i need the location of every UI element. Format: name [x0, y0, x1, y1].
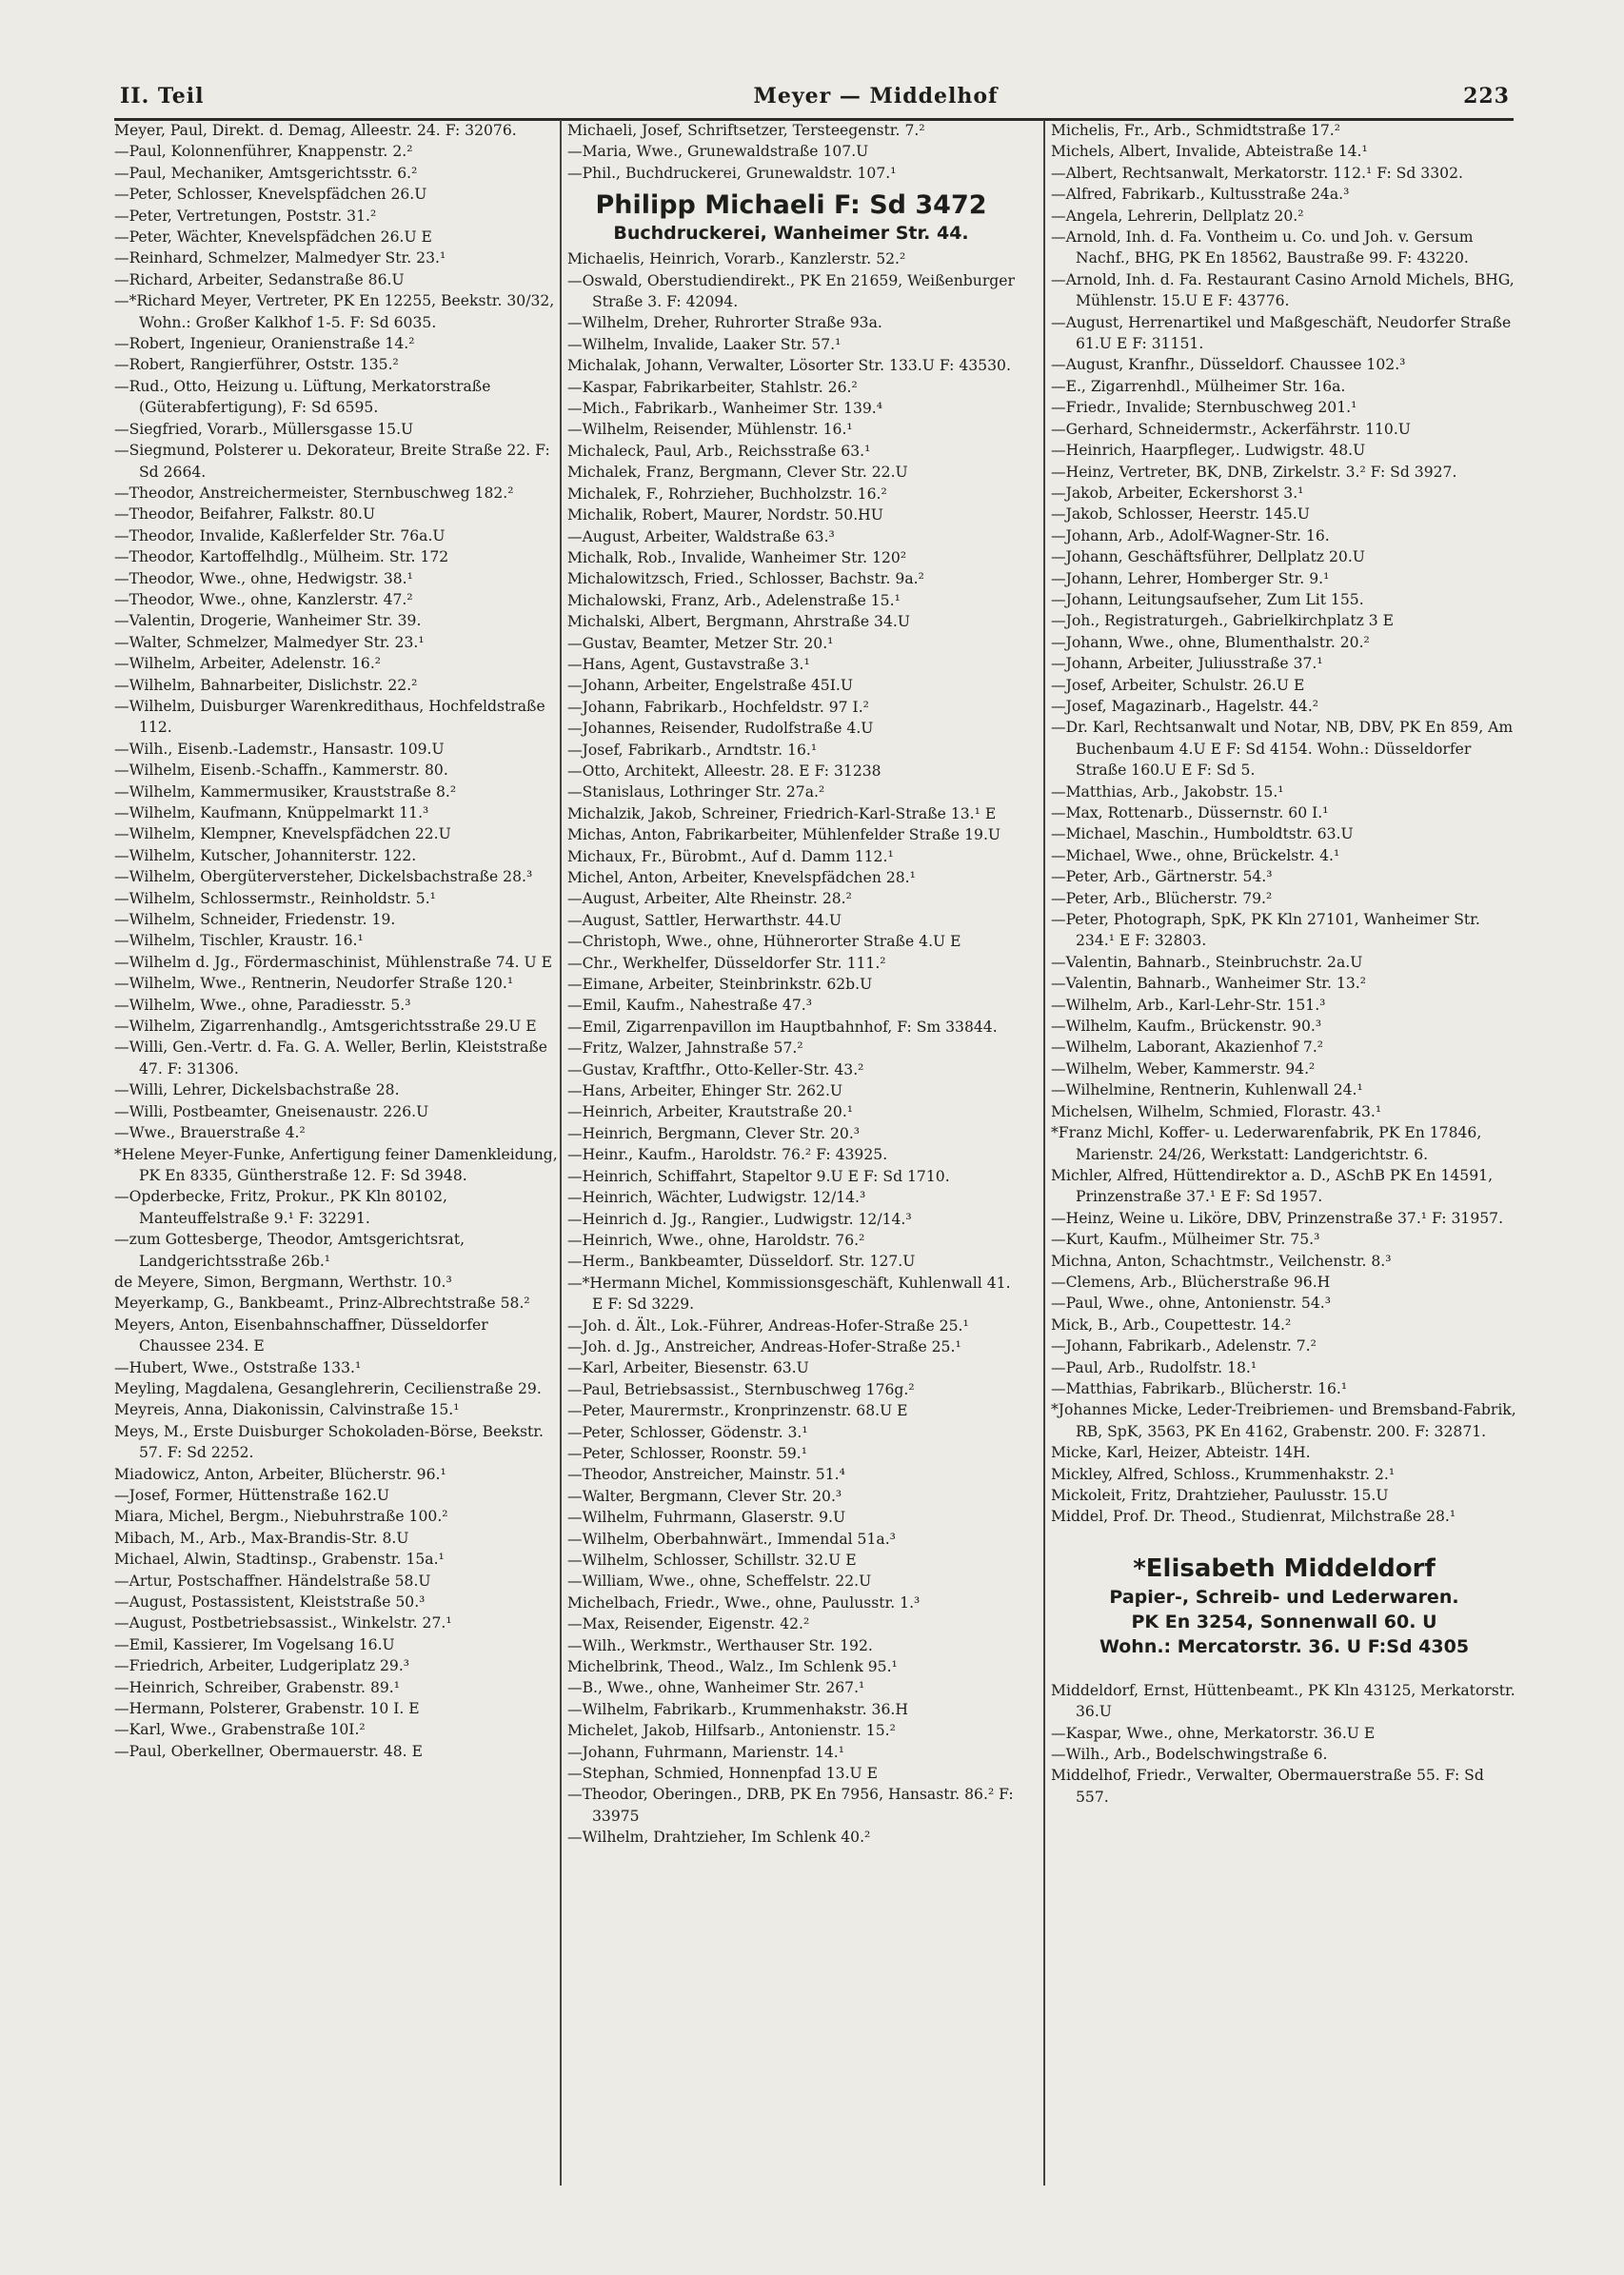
directory-entry: —Walter, Schmelzer, Malmedyer Str. 23.¹	[114, 633, 425, 651]
directory-entry: —Rud., Otto, Heizung u. Lüftung, Merkatorstraße (Güterabfertigung), F: Sd 6595.	[114, 377, 491, 417]
directory-entry: —Artur, Postschaffner. Händelstraße 58.U	[114, 1572, 431, 1590]
directory-entry: Michalek, F., Rohrzieher, Buchholzstr. 16.²	[567, 485, 887, 503]
directory-entry: —Wilhelm, Wwe., Rentnerin, Neudorfer Straße 120.¹	[114, 975, 514, 993]
directory-entry: —Paul, Betriebsassist., Sternbuschweg 176g.²	[567, 1380, 915, 1398]
directory-entry: —Jakob, Schlosser, Heerstr. 145.U	[1051, 505, 1310, 524]
directory-entry: —Paul, Oberkellner, Obermauerstr. 48. E	[114, 1742, 423, 1760]
directory-entry: —Peter, Arb., Gärtnerstr. 54.³	[1051, 868, 1273, 886]
directory-entry: —zum Gottesberge, Theodor, Amtsgerichtsrat, Landgerichtsstraße 26b.¹	[114, 1231, 465, 1270]
directory-entry: —Eimane, Arbeiter, Steinbrinkstr. 62b.U	[567, 976, 873, 994]
directory-entry: —Jakob, Arbeiter, Eckershorst 3.¹	[1051, 484, 1304, 502]
directory-entry: —August, Kranfhr., Düsseldorf. Chaussee 102.³	[1051, 356, 1406, 374]
directory-entry: —Gustav, Kraftfhr., Otto-Keller-Str. 43.²	[567, 1060, 864, 1078]
directory-entry: —Robert, Ingenieur, Oranienstraße 14.²	[114, 335, 415, 353]
directory-entry: —Paul, Wwe., ohne, Antonienstr. 54.³	[1051, 1295, 1331, 1313]
directory-entry: Middel, Prof. Dr. Theod., Studienrat, Milchstraße 28.¹	[1051, 1508, 1456, 1526]
ad-line-3: Wohn.: Mercatorstr. 36. U F:Sd 4305	[1099, 1635, 1470, 1657]
directory-entry: —August, Herrenartikel und Maßgeschäft, Neudorfer Straße 61.U E F: 31151.	[1051, 313, 1512, 353]
entry-list	[1051, 1680, 1517, 1808]
directory-entry: Middeldorf, Ernst, Hüttenbeamt., PK Kln 43125, Merkatorstr. 36.U	[1051, 1681, 1515, 1721]
directory-entry: Michaleck, Paul, Arb., Reichsstraße 63.¹	[567, 442, 871, 460]
directory-entry: —*Hermann Michel, Kommissionsgeschäft, Kuhlenwall 41. E F: Sd 3229.	[567, 1274, 1011, 1314]
directory-entry: Michalik, Robert, Maurer, Nordstr. 50.HU	[567, 506, 883, 524]
directory-entry: —Hans, Arbeiter, Ehinger Str. 262.U	[567, 1082, 843, 1100]
directory-entry: *Franz Michl, Koffer- u. Lederwarenfabrik, PK En 17846, Marienstr. 24/26, Werkstatt: Landgerichtstr. 6.	[1051, 1124, 1482, 1163]
directory-entry: —Wilhelm, Kammermusiker, Krauststraße 8.²	[114, 782, 457, 801]
directory-entry: —August, Postassistent, Kleiststraße 50.³	[114, 1593, 426, 1612]
directory-entry: —William, Wwe., ohne, Scheffelstr. 22.U	[567, 1573, 872, 1591]
directory-entry: —Joh. d. Ält., Lok.-Führer, Andreas-Hofer-Straße 25.¹	[567, 1316, 969, 1335]
page-number: 223	[1463, 84, 1510, 109]
directory-entry: —Peter, Schlosser, Roonstr. 59.¹	[567, 1444, 808, 1462]
directory-entry: —Otto, Architekt, Alleestr. 28. E F: 31238	[567, 762, 881, 780]
ad-subtitle: Buchdruckerei, Wanheimer Str. 44.	[613, 223, 969, 245]
directory-entry: —Willi, Gen.-Vertr. d. Fa. G. A. Weller, Berlin, Kleiststraße 47. F: 31306.	[114, 1039, 548, 1078]
directory-entry: —Kaspar, Fabrikarbeiter, Stahlstr. 26.²	[567, 378, 858, 396]
directory-entry: —Johann, Geschäftsführer, Dellplatz 20.U	[1051, 548, 1365, 566]
directory-entry: —Valentin, Bahnarb., Wanheimer Str. 13.²	[1051, 975, 1366, 993]
directory-entry: —Wilhelm, Kaufm., Brückenstr. 90.³	[1051, 1018, 1322, 1036]
directory-entry: —Wilh., Eisenb.-Lademstr., Hansastr. 109.U	[114, 740, 445, 758]
directory-entry: —Heinrich d. Jg., Rangier., Ludwigstr. 12/14.³	[567, 1210, 912, 1228]
directory-entry: —Johannes, Reisender, Rudolfstraße 4.U	[567, 720, 874, 738]
directory-entry: —Wilhelm, Invalide, Laaker Str. 57.¹	[567, 335, 842, 353]
directory-entry: —Valentin, Drogerie, Wanheimer Str. 39.	[114, 612, 422, 630]
directory-entry: —Wilhelm, Tischler, Kraustr. 16.¹	[114, 932, 364, 950]
directory-entry: —Clemens, Arb., Blücherstraße 96.H	[1051, 1273, 1331, 1291]
directory-entry: —Heinrich, Wwe., ohne, Haroldstr. 76.²	[567, 1231, 865, 1249]
directory-entry: —Alfred, Fabrikarb., Kultusstraße 24a.³	[1051, 186, 1350, 204]
directory-entry: —Dr. Karl, Rechtsanwalt und Notar, NB, DBV, PK En 859, Am Buchenbaum 4.U E F: Sd 4154. Wohn.: Düsseldorfer Straße 160.U E F: Sd 5.	[1051, 719, 1514, 780]
ad-line-1: Papier-, Schreib- und Lederwaren.	[1109, 1586, 1459, 1608]
directory-entry: —Theodor, Anstreicher, Mainstr. 51.⁴	[567, 1466, 845, 1484]
page-header	[114, 80, 1514, 121]
ad-title: *Elisabeth Middeldorf	[1133, 1553, 1436, 1583]
directory-entry: —Wilhelm, Reisender, Mühlenstr. 16.¹	[567, 421, 853, 439]
directory-entry: —Johann, Lehrer, Homberger Str. 9.¹	[1051, 569, 1330, 587]
directory-entry: —Gerhard, Schneidermstr., Ackerfährstr. 110.U	[1051, 420, 1411, 438]
column-1	[114, 120, 562, 1762]
directory-entry: —Max, Reisender, Eigenstr. 42.²	[567, 1615, 810, 1633]
column-2	[567, 120, 1015, 1849]
directory-entry: Michalek, Franz, Bergmann, Clever Str. 22.U	[567, 464, 908, 482]
directory-entry: Micke, Karl, Heizer, Abteistr. 14H.	[1051, 1444, 1311, 1462]
directory-entry: —Peter, Maurermstr., Kronprinzenstr. 68.U E	[567, 1402, 908, 1420]
directory-entry: —Joh., Registraturgeh., Gabrielkirchplatz 3 E	[1051, 612, 1395, 630]
directory-entry: —Theodor, Invalide, Kaßlerfelder Str. 76a.U	[114, 526, 446, 544]
directory-entry: —Heinrich, Bergmann, Clever Str. 20.³	[567, 1124, 861, 1142]
directory-entry: —Theodor, Wwe., ohne, Hedwigstr. 38.¹	[114, 569, 413, 587]
directory-entry: —Wilhelm d. Jg., Fördermaschinist, Mühlenstraße 74. U E	[114, 953, 553, 971]
directory-entry: —Wilhelm, Kaufmann, Knüppelmarkt 11.³	[114, 804, 429, 821]
directory-entry: Michalski, Albert, Bergmann, Ahrstraße 34.U	[567, 613, 910, 631]
directory-entry: Michael, Alwin, Stadtinsp., Grabenstr. 15a.¹	[114, 1551, 445, 1569]
directory-entry: —Heinrich, Arbeiter, Krautstraße 20.¹	[567, 1103, 854, 1121]
directory-entry: Michel, Anton, Arbeiter, Knevelspfädchen 28.¹	[567, 869, 916, 886]
directory-entry: Mickley, Alfred, Schloss., Krummenhakstr. 2.¹	[1051, 1465, 1396, 1483]
directory-entry: Meyer, Paul, Direkt. d. Demag, Alleestr. 24. F: 32076.	[114, 122, 517, 139]
directory-entry: —Walter, Bergmann, Clever Str. 20.³	[567, 1487, 842, 1505]
directory-entry: —Wwe., Brauerstraße 4.²	[114, 1124, 306, 1142]
directory-entry: —Peter, Schlosser, Gödenstr. 3.¹	[567, 1423, 808, 1441]
directory-entry: —Michael, Wwe., ohne, Brückelstr. 4.¹	[1051, 846, 1340, 864]
directory-entry: Mick, B., Arb., Coupettestr. 14.²	[1051, 1316, 1292, 1334]
directory-entry: —Robert, Rangierführer, Oststr. 135.²	[114, 356, 399, 374]
directory-entry: —Josef, Former, Hüttenstraße 162.U	[114, 1487, 390, 1504]
directory-entry: —Wilhelm, Dreher, Ruhrorter Straße 93a.	[567, 314, 882, 332]
directory-entry: —Heinz, Vertreter, BK, DNB, Zirkelstr. 3.² F: Sd 3927.	[1051, 463, 1457, 481]
advertisement-middeldorf	[1051, 1553, 1517, 1659]
directory-entry: —Friedr., Invalide; Sternbuschweg 201.¹	[1051, 399, 1357, 417]
entry-list	[567, 120, 1015, 184]
directory-entry: —Wilhelm, Duisburger Warenkredithaus, Hochfeldstraße 112.	[114, 697, 545, 737]
directory-entry: —Peter, Arb., Blücherstr. 79.²	[1051, 889, 1273, 907]
directory-entry: Michalowitzsch, Fried., Schlosser, Bachstr. 9a.²	[567, 570, 924, 588]
directory-entry: —Arnold, Inh. d. Fa. Vontheim u. Co. und Joh. v. Gersum Nachf., BHG, PK En 18562, Baustraße 99. F: 43220.	[1051, 228, 1474, 267]
directory-entry: —Heinz, Weine u. Liköre, DBV, Prinzenstraße 37.¹ F: 31957.	[1051, 1209, 1504, 1227]
directory-entry: —Wilhelm, Zigarrenhandlg., Amtsgerichtsstraße 29.U E	[114, 1018, 537, 1036]
directory-entry: Michels, Albert, Invalide, Abteistraße 14.¹	[1051, 143, 1368, 161]
directory-entry: *Helene Meyer-Funke, Anfertigung feiner Damenkleidung, PK En 8335, Güntherstraße 12. F: Sd 3948.	[114, 1145, 558, 1184]
directory-entry: Miadowicz, Anton, Arbeiter, Blücherstr. 96.¹	[114, 1465, 446, 1483]
directory-entry: —Hans, Agent, Gustavstraße 3.¹	[567, 655, 810, 673]
directory-entry: Middelhof, Friedr., Verwalter, Obermauerstraße 55. F: Sd 557.	[1051, 1767, 1484, 1806]
directory-entry: —E., Zigarrenhdl., Mülheimer Str. 16a.	[1051, 377, 1346, 395]
running-title: Meyer — Middelhof	[753, 84, 999, 109]
directory-entry: —Herm., Bankbeamter, Düsseldorf. Str. 127.U	[567, 1253, 916, 1271]
directory-entry: —Wilhelm, Kutscher, Johanniterstr. 122.	[114, 846, 417, 864]
directory-entry: —Wilhelm, Arb., Karl-Lehr-Str. 151.³	[1051, 996, 1326, 1014]
directory-entry: —Arnold, Inh. d. Fa. Restaurant Casino Arnold Michels, BHG, Mühlenstr. 15.U E F: 43776.	[1051, 270, 1515, 310]
directory-entry: Michalk, Rob., Invalide, Wanheimer Str. 120²	[567, 548, 907, 566]
directory-entry: —Christoph, Wwe., ohne, Hühnerorter Straße 4.U E	[567, 933, 961, 951]
entry-list	[1051, 120, 1517, 1528]
directory-entry: Michaelis, Heinrich, Vorarb., Kanzlerstr. 52.²	[567, 250, 906, 268]
directory-entry: Meyreis, Anna, Diakonissin, Calvinstraße 15.¹	[114, 1401, 460, 1419]
directory-entry: —Chr., Werkhelfer, Düsseldorfer Str. 111.²	[567, 954, 886, 972]
directory-entry: —August, Sattler, Herwarthstr. 44.U	[567, 911, 842, 929]
directory-entry: Michler, Alfred, Hüttendirektor a. D., ASchB PK En 14591, Prinzenstraße 37.¹ E F: Sd 1957.	[1051, 1166, 1494, 1206]
directory-entry: —Wilhelm, Drahtzieher, Im Schlenk 40.²	[567, 1829, 871, 1847]
directory-entry: —Matthias, Arb., Jakobstr. 15.¹	[1051, 782, 1284, 801]
directory-entry: —Stanislaus, Lothringer Str. 27a.²	[567, 783, 825, 801]
directory-entry: —Valentin, Bahnarb., Steinbruchstr. 2a.U	[1051, 953, 1363, 971]
directory-entry: —*Richard Meyer, Vertreter, PK En 12255, Beekstr. 30/32, Wohn.: Großer Kalkhof 1-5. F: Sd 6035.	[114, 292, 555, 331]
directory-entry: —Theodor, Kartoffelhdlg., Mülheim. Str. 172	[114, 548, 449, 566]
directory-entry: —Hermann, Polsterer, Grabenstr. 10 I. E	[114, 1700, 420, 1718]
directory-entry: —Theodor, Beifahrer, Falkstr. 80.U	[114, 505, 376, 524]
directory-entry: —Peter, Wächter, Knevelspfädchen 26.U E	[114, 228, 432, 247]
entry-list	[114, 120, 562, 1762]
directory-entry: —Albert, Rechtsanwalt, Merkatorstr. 112.¹ F: Sd 3302.	[1051, 164, 1463, 182]
directory-entry: —Johann, Fabrikarb., Adelenstr. 7.²	[1051, 1337, 1317, 1355]
directory-entry: Michelet, Jakob, Hilfsarb., Antonienstr. 15.²	[567, 1722, 896, 1740]
directory-entry: —Stephan, Schmied, Honnenpfad 13.U E	[567, 1765, 879, 1783]
directory-entry: —Phil., Buchdruckerei, Grunewaldstr. 107.¹	[567, 164, 897, 182]
ad-line-2: PK En 3254, Sonnenwall 60. U	[1131, 1611, 1437, 1632]
directory-entry: Michaeli, Josef, Schriftsetzer, Tersteegenstr. 7.²	[567, 122, 925, 139]
directory-entry: —Wilh., Arb., Bodelschwingstraße 6.	[1051, 1746, 1328, 1764]
directory-entry: —Hubert, Wwe., Oststraße 133.¹	[114, 1358, 362, 1376]
directory-entry: Michelbrink, Theod., Walz., Im Schlenk 95.¹	[567, 1658, 898, 1676]
directory-entry: Meys, M., Erste Duisburger Schokoladen-Börse, Beekstr. 57. F: Sd 2252.	[114, 1422, 544, 1462]
ad-title: Philipp Michaeli F: Sd 3472	[595, 190, 987, 221]
directory-entry: —Peter, Photograph, SpK, PK Kln 27101, Wanheimer Str. 234.¹ E F: 32803.	[1051, 911, 1480, 950]
directory-entry: Michna, Anton, Schachtmstr., Veilchenstr. 8.³	[1051, 1252, 1392, 1270]
directory-entry: —Wilhelm, Eisenb.-Schaffn., Kammerstr. 80.	[114, 762, 448, 780]
directory-entry: Michelsen, Wilhelm, Schmied, Florastr. 43.¹	[1051, 1102, 1382, 1120]
directory-entry: Michalak, Johann, Verwalter, Lösorter Str. 133.U F: 43530.	[567, 357, 1011, 375]
directory-entry: —Theodor, Oberingen., DRB, PK En 7956, Hansastr. 86.² F: 33975	[567, 1786, 1014, 1825]
directory-entry: —Kurt, Kaufm., Mülheimer Str. 75.³	[1051, 1231, 1320, 1249]
directory-entry: Michas, Anton, Fabrikarbeiter, Mühlenfelder Straße 19.U	[567, 826, 1001, 844]
directory-entry: —August, Arbeiter, Waldstraße 63.³	[567, 527, 835, 545]
directory-entry: —Opderbecke, Fritz, Prokur., PK Kln 80102, Manteuffelstraße 9.¹ F: 32291.	[114, 1188, 447, 1227]
directory-entry: —Karl, Wwe., Grabenstraße 10I.²	[114, 1721, 366, 1739]
directory-entry: —Josef, Fabrikarb., Arndtstr. 16.¹	[567, 741, 818, 759]
directory-entry: —Wilhelm, Bahnarbeiter, Dislichstr. 22.²	[114, 676, 418, 694]
directory-entry: —Johann, Arb., Adolf-Wagner-Str. 16.	[1051, 526, 1330, 544]
directory-entry: —Karl, Arbeiter, Biesenstr. 63.U	[567, 1359, 809, 1377]
directory-entry: Miara, Michel, Bergm., Niebuhrstraße 100.²	[114, 1508, 448, 1526]
directory-entry: —Johann, Arbeiter, Engelstraße 45I.U	[567, 677, 853, 695]
directory-entry: —Wilhelm, Arbeiter, Adelenstr. 16.²	[114, 655, 382, 673]
column-3	[1051, 120, 1517, 1808]
directory-entry: —Johann, Leitungsaufseher, Zum Lit 155.	[1051, 590, 1364, 608]
directory-entry: —Wilhelm, Schlosser, Schillstr. 32.U E	[567, 1552, 857, 1569]
directory-entry: —Theodor, Anstreichermeister, Sternbuschweg 182.²	[114, 484, 514, 502]
directory-entry: —Wilhelm, Schlossermstr., Reinholdstr. 5.¹	[114, 889, 436, 907]
directory-entry: —Wilhelm, Weber, Kammerstr. 94.²	[1051, 1059, 1316, 1078]
directory-entry: —Michael, Maschin., Humboldtstr. 63.U	[1051, 825, 1354, 843]
directory-entry: —Johann, Wwe., ohne, Blumenthalstr. 20.²	[1051, 633, 1370, 651]
directory-entry: —Wilhelmine, Rentnerin, Kuhlenwall 24.¹	[1051, 1081, 1363, 1099]
directory-entry: —Emil, Kassierer, Im Vogelsang 16.U	[114, 1635, 395, 1653]
directory-entry: —Heinrich, Schreiber, Grabenstr. 89.¹	[114, 1678, 401, 1696]
directory-entry: —Wilh., Werkmstr., Werthauser Str. 192.	[567, 1636, 873, 1654]
directory-entry: Meyerkamp, G., Bankbeamt., Prinz-Albrechtstraße 58.²	[114, 1295, 530, 1313]
directory-entry: —Paul, Arb., Rudolfstr. 18.¹	[1051, 1358, 1258, 1376]
directory-entry: —Paul, Kolonnenführer, Knappenstr. 2.²	[114, 143, 413, 161]
directory-entry: —Friedrich, Arbeiter, Ludgeriplatz 29.³	[114, 1657, 410, 1675]
directory-entry: Michaux, Fr., Bürobmt., Auf d. Damm 112.¹	[567, 847, 894, 865]
directory-entry: Michalowski, Franz, Arb., Adelenstraße 15.¹	[567, 591, 901, 609]
directory-entry: —Paul, Mechaniker, Amtsgerichtsstr. 6.²	[114, 164, 418, 182]
directory-entry: —Emil, Kaufm., Nahestraße 47.³	[567, 997, 812, 1015]
advertisement-michaeli	[567, 189, 1015, 245]
column-divider	[1043, 120, 1045, 2186]
directory-entry: —Peter, Schlosser, Knevelspfädchen 26.U	[114, 186, 427, 204]
directory-entry: —Wilhelm, Wwe., ohne, Paradiesstr. 5.³	[114, 996, 411, 1014]
directory-entry: —Johann, Fabrikarb., Hochfeldstr. 97 I.²	[567, 698, 869, 716]
directory-entry: —Reinhard, Schmelzer, Malmedyer Str. 23.¹	[114, 249, 446, 267]
directory-entry: —Heinr., Kaufm., Haroldstr. 76.² F: 43925.	[567, 1146, 888, 1164]
directory-entry: —Gustav, Beamter, Metzer Str. 20.¹	[567, 634, 834, 652]
directory-entry: —Wilhelm, Schneider, Friedenstr. 19.	[114, 911, 396, 929]
directory-entry: Meyling, Magdalena, Gesanglehrerin, Cecilienstraße 29.	[114, 1379, 542, 1397]
directory-entry: —Johann, Arbeiter, Juliusstraße 37.¹	[1051, 655, 1323, 673]
directory-entry: —Maria, Wwe., Grunewaldstraße 107.U	[567, 143, 869, 161]
section-label: II. Teil	[120, 84, 205, 109]
directory-entry: —Heinrich, Haarpfleger,. Ludwigstr. 48.U	[1051, 442, 1366, 460]
directory-entry: Mickoleit, Fritz, Drahtzieher, Paulusstr. 15.U	[1051, 1487, 1389, 1504]
directory-entry: —Oswald, Oberstudiendirekt., PK En 21659, Weißenburger Straße 3. F: 42094.	[567, 271, 1015, 311]
directory-entry: Meyers, Anton, Eisenbahnschaffner, Düsseldorfer Chaussee 234. E	[114, 1316, 488, 1355]
directory-entry: —Heinrich, Wächter, Ludwigstr. 12/14.³	[567, 1189, 866, 1207]
directory-entry: —Matthias, Fabrikarb., Blücherstr. 16.¹	[1051, 1379, 1348, 1397]
directory-entry: —Wilhelm, Obergüterversteher, Dickelsbachstraße 28.³	[114, 868, 533, 886]
directory-entry: —Theodor, Wwe., ohne, Kanzlerstr. 47.²	[114, 590, 413, 608]
directory-entry: —Siegmund, Polsterer u. Dekorateur, Breite Straße 22. F: Sd 2664.	[114, 442, 550, 481]
directory-entry: Michelbach, Friedr., Wwe., ohne, Paulusstr. 1.³	[567, 1593, 921, 1612]
directory-entry: —Fritz, Walzer, Jahnstraße 57.²	[567, 1039, 803, 1058]
entry-list	[567, 248, 1015, 1848]
directory-entry: —Peter, Vertretungen, Poststr. 31.²	[114, 207, 377, 225]
directory-entry: —Max, Rottenarb., Düssernstr. 60 I.¹	[1051, 804, 1329, 821]
directory-entry: —Willi, Postbeamter, Gneisenaustr. 226.U	[114, 1102, 429, 1120]
directory-entry: —Wilhelm, Fabrikarb., Krummenhakstr. 36.H	[567, 1700, 908, 1718]
directory-entry: —Willi, Lehrer, Dickelsbachstraße 28.	[114, 1081, 400, 1099]
directory-entry: —Josef, Arbeiter, Schulstr. 26.U E	[1051, 676, 1305, 694]
directory-entry: Michelis, Fr., Arb., Schmidtstraße 17.²	[1051, 122, 1341, 139]
directory-entry: —Wilhelm, Laborant, Akazienhof 7.²	[1051, 1039, 1324, 1057]
directory-entry: —Johann, Fuhrmann, Marienstr. 14.¹	[567, 1743, 844, 1761]
directory-entry: —August, Arbeiter, Alte Rheinstr. 28.²	[567, 890, 852, 908]
directory-entry: —B., Wwe., ohne, Wanheimer Str. 267.¹	[567, 1679, 865, 1697]
directory-entry: —Josef, Magazinarb., Hagelstr. 44.²	[1051, 697, 1319, 715]
directory-entry: —August, Postbetriebsassist., Winkelstr. 27.¹	[114, 1614, 452, 1632]
directory-entry: —Angela, Lehrerin, Dellplatz 20.²	[1051, 207, 1304, 225]
directory-entry: Michalzik, Jakob, Schreiner, Friedrich-Karl-Straße 13.¹ E	[567, 804, 997, 822]
directory-entry: —Siegfried, Vorarb., Müllersgasse 15.U	[114, 420, 414, 438]
directory-entry: Mibach, M., Arb., Max-Brandis-Str. 8.U	[114, 1529, 409, 1547]
directory-entry: —Heinrich, Schiffahrt, Stapeltor 9.U E F: Sd 1710.	[567, 1167, 950, 1185]
directory-entry: —Joh. d. Jg., Anstreicher, Andreas-Hofer-Straße 25.¹	[567, 1337, 961, 1355]
directory-entry: *Johannes Micke, Leder-Treibriemen- und Bremsband-Fabrik, RB, SpK, 3563, PK En 4162, Grabenstr. 200. F: 32871.	[1051, 1401, 1516, 1440]
directory-entry: —Emil, Zigarrenpavillon im Hauptbahnhof, F: Sm 33844.	[567, 1018, 998, 1036]
directory-entry: —Richard, Arbeiter, Sedanstraße 86.U	[114, 270, 405, 288]
directory-entry: —Mich., Fabrikarb., Wanheimer Str. 139.⁴	[567, 400, 883, 418]
directory-entry: —Wilhelm, Klempner, Knevelspfädchen 22.U	[114, 825, 451, 843]
directory-entry: —Kaspar, Wwe., ohne, Merkatorstr. 36.U E	[1051, 1724, 1376, 1742]
directory-entry: de Meyere, Simon, Bergmann, Werthstr. 10.³	[114, 1273, 452, 1291]
directory-entry: —Wilhelm, Fuhrmann, Glaserstr. 9.U	[567, 1509, 846, 1527]
directory-entry: —Wilhelm, Oberbahnwärt., Immendal 51a.³	[567, 1530, 896, 1548]
